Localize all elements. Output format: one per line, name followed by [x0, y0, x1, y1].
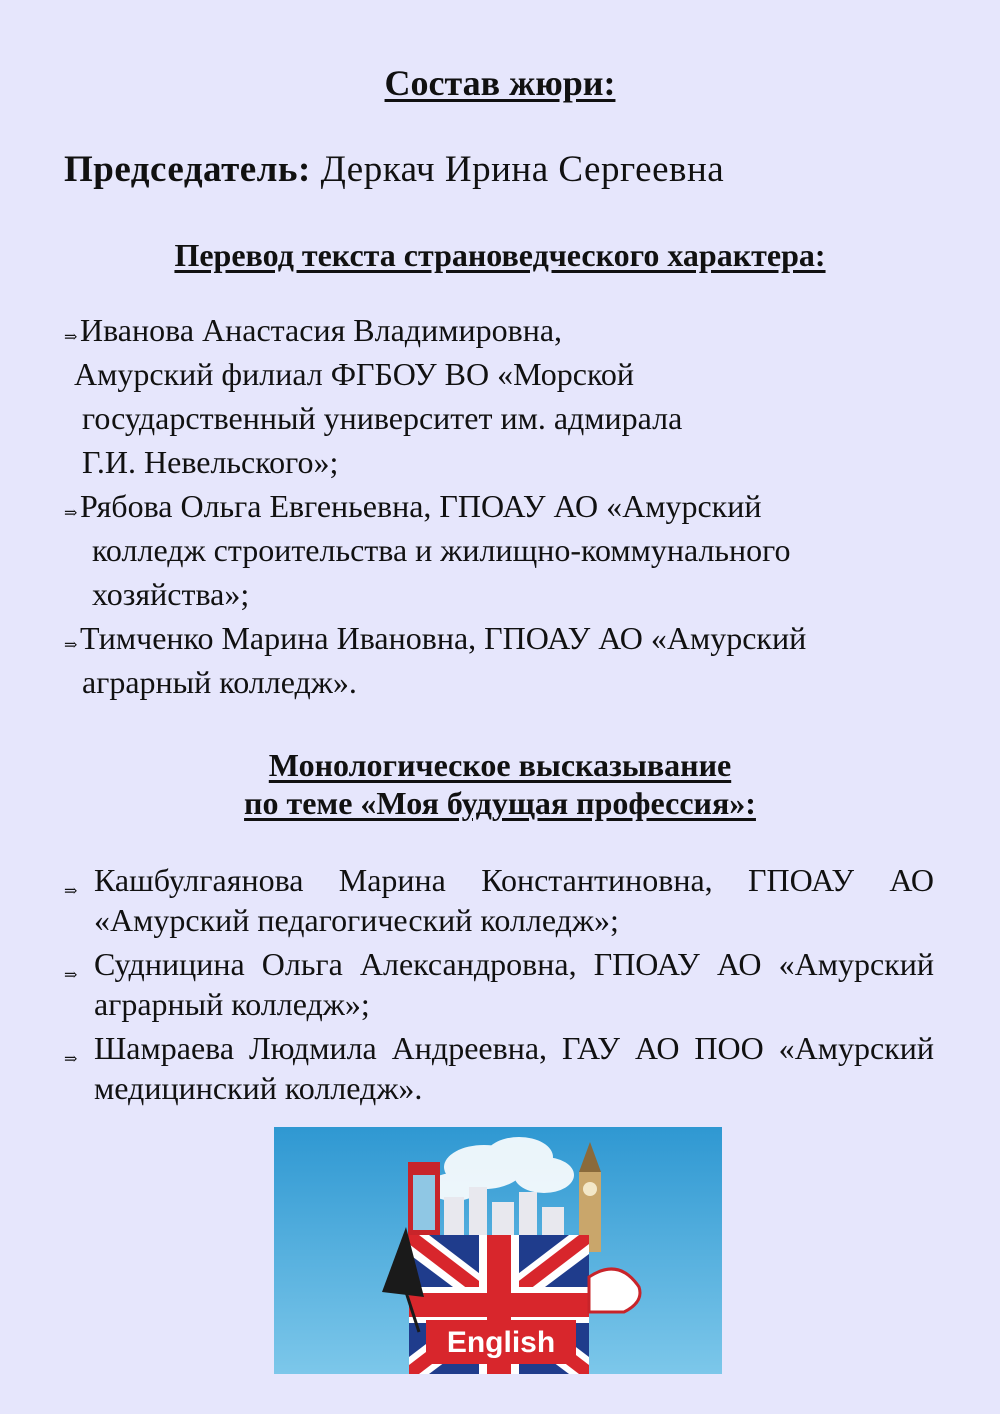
section2-list — [64, 860, 934, 1112]
list-item — [64, 484, 944, 616]
section1-heading: Перевод текста страноведческого характера: — [174, 237, 826, 273]
list-item — [64, 308, 944, 484]
double-arrow-right-icon: ⇒ — [64, 329, 78, 346]
list-item-line: колледж строительства и жилищно-коммунального — [92, 532, 791, 568]
english-label: English — [446, 1326, 556, 1359]
double-arrow-right-icon: ⇒ — [64, 883, 78, 900]
english-banner-illustration — [274, 1127, 722, 1374]
list-item-text: Судницина Ольга Александровна, ГПОАУ АО «Амурский аграрный колледж»; — [94, 946, 934, 1022]
page-title: Состав жюри: — [384, 63, 616, 103]
list-item — [64, 616, 944, 704]
list-item — [64, 860, 934, 940]
section1-list — [64, 308, 944, 704]
list-item-line: аграрный колледж». — [82, 664, 357, 700]
section2-heading-line1: Монологическое высказывание — [268, 747, 732, 783]
list-item-line: хозяйства»; — [92, 576, 250, 612]
list-item-line: Тимченко Марина Ивановна, ГПОАУ АО «Амурский — [80, 620, 807, 656]
english-banner-image — [274, 1127, 722, 1374]
double-arrow-right-icon: ⇒ — [64, 505, 78, 522]
list-item-line: государственный университет им. адмирала — [82, 400, 683, 436]
list-item — [64, 944, 934, 1024]
list-item-text: Кашбулгаянова Марина Константиновна, ГПОАУ АО «Амурский педагогический колледж»; — [94, 862, 934, 938]
list-item-text: Шамраева Людмила Андреевна, ГАУ АО ПОО «Амурский медицинский колледж». — [94, 1030, 934, 1106]
list-item-line: Рябова Ольга Евгеньевна, ГПОАУ АО «Амурский — [80, 488, 762, 524]
double-arrow-right-icon: ⇒ — [64, 637, 78, 654]
list-item-line: Иванова Анастасия Владимировна, — [80, 312, 563, 348]
double-arrow-right-icon: ⇒ — [64, 967, 78, 984]
chair-label: Председатель: — [64, 149, 311, 190]
list-item — [64, 1028, 934, 1108]
chair-name: Деркач Ирина Сергеевна — [320, 149, 725, 190]
section2-heading-line2: по теме «Моя будущая профессия»: — [244, 785, 756, 821]
list-item-line: Г.И. Невельского»; — [82, 444, 339, 480]
chair-line — [64, 148, 724, 191]
section2-heading — [0, 746, 1000, 822]
list-item-line: Амурский филиал ФГБОУ ВО «Морской — [74, 356, 635, 392]
double-arrow-right-icon: ⇒ — [64, 1051, 78, 1068]
